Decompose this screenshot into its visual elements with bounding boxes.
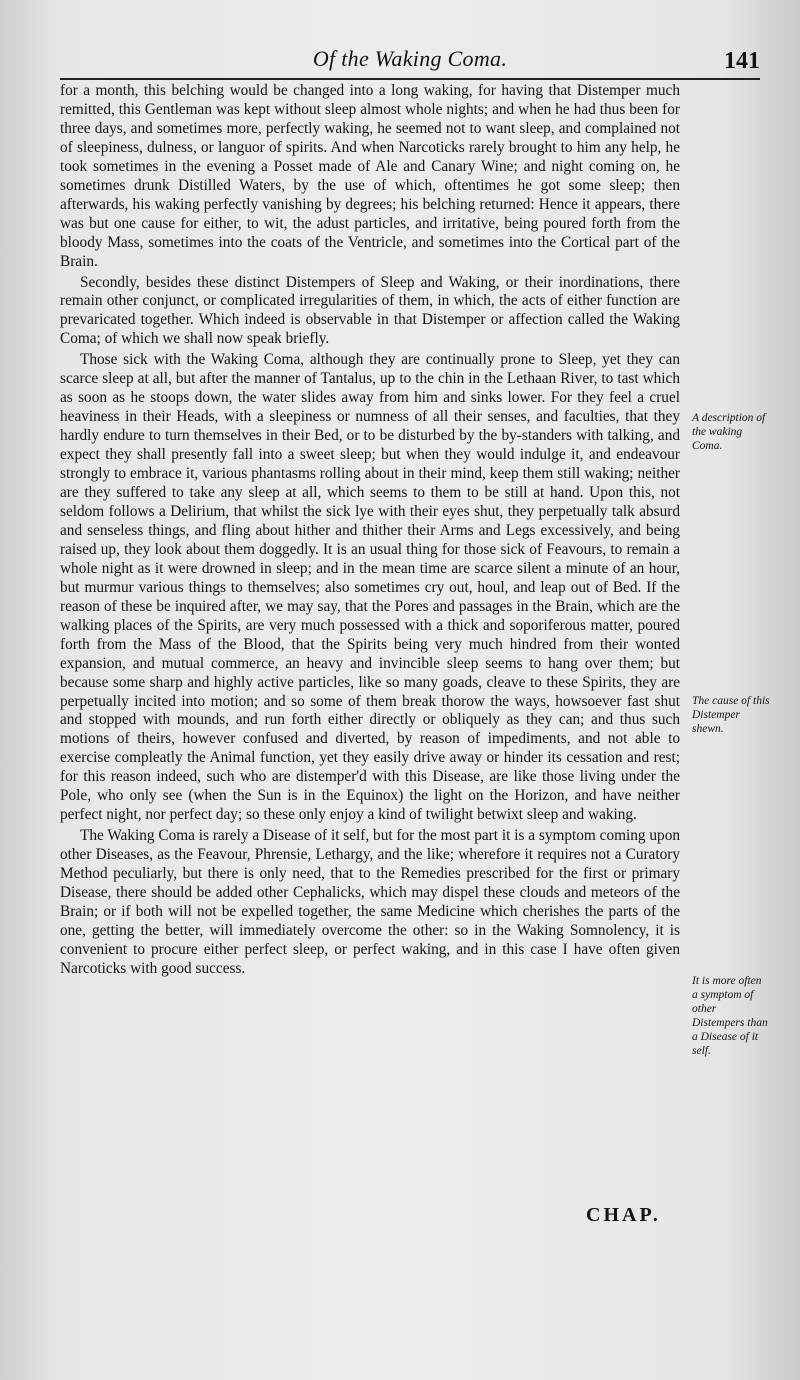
- running-head: Of the Waking Coma.: [312, 46, 508, 71]
- paragraph-2: Secondly, besides these distinct Distempers of Sleep and Waking, or their inordinations, there remain other conjunct, or complicated irregularities of them, in which, the acts of either function are prevaricated together. Which indeed is observable in that Distemper or affection called the Waking Coma; of which we shall now speak briefly.: [60, 273, 680, 348]
- margin-note-symptom: It is more often a symptom of other Distempers than a Disease of it self.: [692, 975, 768, 1057]
- paragraph-1: for a month, this belching would be changed into a long waking, for having that Distemper much remitted, this Gentleman was kept without sleep almost whole nights; and when he had thus been for three days, and sometimes more, perfectly waking, he seemed not to want sleep, and complained not of sleepiness, dulness, or languor of spirits. And when Narcoticks rarely brought to him any help, he took sometimes in the evening a Posset made of Ale and Canary Wine; and night coming on, he sometimes drunk Distilled Waters, by the use of which, oftentimes he got some sleep; then afterwards, his waking perfectly vanishing by degrees; his belching returned: Hence it appears, there was but one cause for either, to wit, the adust particles, and irritative, being poured forth from the bloody Mass, sometimes into the coats of the Ventricle, and sometimes into the Cortical part of the Brain.: [60, 82, 680, 270]
- page-header: [60, 40, 760, 76]
- catchword: CHAP.: [586, 1204, 661, 1226]
- paragraph-4: The Waking Coma is rarely a Disease of it self, but for the most part it is a symptom coming upon other Diseases, as the Feavour, Phrensie, Lethargy, and the like; wherefore it requires not a Curatory Method peculiarly, but there is only need, that to the Remedies prescribed for the first or primary Disease, there should be added other Cephalicks, which may dispel these clouds and meteors of the Brain; or if both will not be expelled together, the same Medicine which cherishes the parts of the one, getting the better, will immediately overcome the other: so in the Waking Somnolency, it is convenient to procure either perfect sleep, or perfect waking, and in this case I have often given Narcoticks with good success.: [60, 827, 680, 977]
- body-text: [60, 82, 680, 979]
- paragraph-3: Those sick with the Waking Coma, although they are continually prone to Sleep, yet they can scarce sleep at all, but after the manner of Tantalus, up to the chin in the Lethaan River, to tast which as soon as he stoops down, the water slides away from him and sinks lower. For they feel a cruel heaviness in their Heads, with a sleepiness or numness of all their senses, and faculties, that they hardly endure to turn themselves in their Bed, or to be disturbed by the by-standers with talking, and expect they shall presently fall into a sweet sleep; but when they would indulge it, and endeavour strongly to embrace it, various phantasms rolling about in their mind, keep them still waking; neither are they suffered to take any sleep at all, which seems to them to be still at hand. Upon this, not seldom follows a Delirium, that whilst the sick lye with their eyes shut, they perpetually talk absurd and senseless things, and fling about hither and thither their Arms and Legs excessively, and being raised up, they look about them doggedly. It is an usual thing for those sick of Feavours, to remain a whole night as it were drowned in sleep; and in the mean time are scarce silent a minute of an hour, but murmur various things to themselves; also sometimes cry out, houl, and leap out of Bed. If the reason of these be inquired after, we may say, that the Pores and passages in the Brain, which are the walking places of the Spirits, are very much possessed with a thick and soporiferous matter, poured forth from the Mass of the Blood, that the Spirits being very much hindred from their wonted expansion, and mutual commerce, an heavy and invincible sleep seems to hang over them; but because some sharp and highly active particles, like so many goads, cleave to these Spirits, they are perpetually incited into motion; and so some of them break thorow the ways, howsoever fast shut and stopped with mounds, and run forth either directly or obliquely as they can; and thus such motions of theirs, however confused and diverted, by reason of impediments, and not able to exercise compleatly the Animal function, yet they easily drive away or hinder its cessation and rest; for this reason indeed, such who are distemper'd with this Disease, are like those living under the Pole, who only see (when the Sun is in the Equinox) the light on the Horizon, and have neither perfect night, nor perfect day; so these only enjoy a kind of twilight betwixt sleep and waking.: [60, 351, 680, 824]
- margin-note-description: A description of the waking Coma.: [692, 412, 766, 452]
- margin-note-cause: The cause of this Distemper shewn.: [692, 695, 770, 735]
- header-rule: [60, 78, 760, 80]
- page-number: 141: [724, 48, 760, 74]
